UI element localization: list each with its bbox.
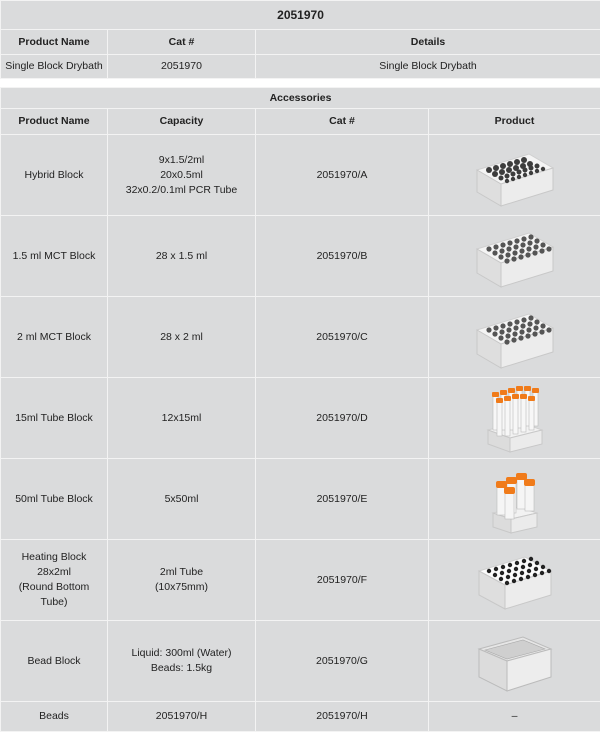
product-name-cell: 1.5 ml MCT Block bbox=[1, 216, 108, 297]
accessories-table bbox=[0, 87, 600, 732]
product-name-cell: Bead Block bbox=[1, 621, 108, 702]
15ml-tube-block-image bbox=[480, 382, 550, 454]
cat-cell: 2051970/B bbox=[256, 216, 429, 297]
product-name-cell: 2 ml MCT Block bbox=[1, 297, 108, 378]
capacity-cell: Liquid: 300ml (Water) Beads: 1.5kg bbox=[108, 621, 256, 702]
cat-cell: 2051970/A bbox=[256, 135, 429, 216]
header-product-name: Product Name bbox=[1, 30, 108, 55]
heating-block-image bbox=[475, 547, 555, 613]
mct-block-image bbox=[471, 221, 559, 291]
header-cat: Cat # bbox=[256, 109, 429, 135]
table-row bbox=[1, 297, 600, 378]
product-image-cell bbox=[429, 540, 600, 621]
header-details: Details bbox=[256, 30, 600, 55]
hybrid-block-image bbox=[471, 140, 559, 210]
table-row bbox=[1, 135, 600, 216]
header-product: Product bbox=[429, 109, 600, 135]
product-name-cell: Heating Block 28x2ml (Round Bottom Tube) bbox=[1, 540, 108, 621]
product-table bbox=[0, 0, 600, 79]
table-row bbox=[1, 702, 600, 732]
header-product-name: Product Name bbox=[1, 109, 108, 135]
product-name-cell: Beads bbox=[1, 702, 108, 732]
table-row bbox=[1, 55, 600, 79]
cat-cell: 2051970/D bbox=[256, 378, 429, 459]
table-row bbox=[1, 378, 600, 459]
cat-cell: 2051970/F bbox=[256, 540, 429, 621]
product-image-cell bbox=[429, 378, 600, 459]
product-image-cell bbox=[429, 297, 600, 378]
product-image-cell bbox=[429, 621, 600, 702]
product-name-cell: Hybrid Block bbox=[1, 135, 108, 216]
accessories-title: Accessories bbox=[1, 88, 600, 109]
capacity-cell: 2ml Tube (10x75mm) bbox=[108, 540, 256, 621]
product-cell: – bbox=[429, 702, 600, 732]
table-row bbox=[1, 540, 600, 621]
product-name-cell: 50ml Tube Block bbox=[1, 459, 108, 540]
product-name-cell: Single Block Drybath bbox=[1, 55, 108, 79]
bead-block-image bbox=[475, 627, 555, 695]
capacity-cell: 2051970/H bbox=[108, 702, 256, 732]
capacity-cell: 5x50ml bbox=[108, 459, 256, 540]
cat-cell: 2051970/G bbox=[256, 621, 429, 702]
capacity-cell: 12x15ml bbox=[108, 378, 256, 459]
capacity-cell: 9x1.5/2ml 20x0.5ml 32x0.2/0.1ml PCR Tube bbox=[108, 135, 256, 216]
table-row bbox=[1, 216, 600, 297]
header-capacity: Capacity bbox=[108, 109, 256, 135]
table-row bbox=[1, 459, 600, 540]
cat-cell: 2051970/E bbox=[256, 459, 429, 540]
product-table-title: 2051970 bbox=[1, 1, 600, 30]
product-image-cell bbox=[429, 135, 600, 216]
product-image-cell bbox=[429, 459, 600, 540]
cat-cell: 2051970 bbox=[108, 55, 256, 79]
cat-cell: 2051970/C bbox=[256, 297, 429, 378]
product-image-cell bbox=[429, 216, 600, 297]
details-cell: Single Block Drybath bbox=[256, 55, 600, 79]
capacity-cell: 28 x 2 ml bbox=[108, 297, 256, 378]
table-row bbox=[1, 621, 600, 702]
capacity-cell: 28 x 1.5 ml bbox=[108, 216, 256, 297]
product-name-cell: 15ml Tube Block bbox=[1, 378, 108, 459]
50ml-tube-block-image bbox=[485, 463, 545, 535]
table-spacer bbox=[0, 79, 600, 87]
mct-block-image bbox=[471, 302, 559, 372]
cat-cell: 2051970/H bbox=[256, 702, 429, 732]
header-cat: Cat # bbox=[108, 30, 256, 55]
